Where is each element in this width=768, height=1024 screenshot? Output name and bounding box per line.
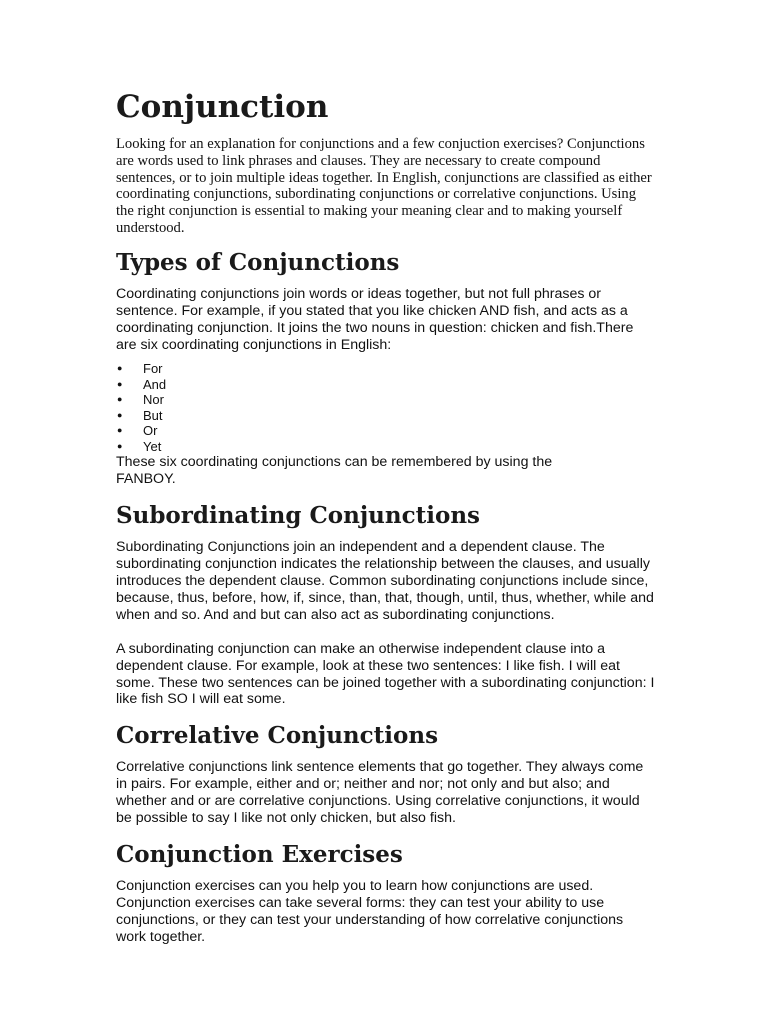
correlative-paragraph: Correlative conjunctions link sentence elements that go together. They always come in pairs. For example, either and or; neither and nor; not only and but also; and whether and or are correlative conjunctions. Using correlative conjunctions, it would be possible to say I like not only chicken, but also fish. bbox=[116, 759, 644, 827]
page-title: Conjunction bbox=[116, 89, 329, 125]
exercises-heading: Conjunction Exercises bbox=[116, 841, 403, 868]
exercises-paragraph: Conjunction exercises can you help you to learn how conjunctions are used. Conjunction exercises can take several forms: they can test your ability to use conjunctions, or they can test your understanding of how correlative conjunctions work together. bbox=[116, 878, 624, 945]
bullet-icon: ● bbox=[117, 409, 123, 420]
bullet-icon: ● bbox=[117, 394, 123, 405]
list-item: ● Nor bbox=[117, 392, 164, 408]
types-paragraph: Coordinating conjunctions join words or ideas together, but not full phrases or sentence. For example, if you stated that you like chicken AND fish, and acts as a coordinating conjunction. It joins the two nouns in question: chicken and fish.There are six coordinating conjunctions in English: bbox=[116, 285, 634, 353]
list-item: ● For bbox=[117, 361, 163, 377]
list-item: ● And bbox=[117, 376, 167, 392]
list-item: ● But bbox=[117, 407, 163, 423]
list-item: ● Yet bbox=[117, 438, 162, 454]
bullet-icon: ● bbox=[117, 425, 123, 436]
bullet-icon: ● bbox=[117, 378, 123, 389]
subordinating-paragraph-1: Subordinating Conjunctions join an independent and a dependent clause. The subordinating conjunction indicates the relationship between the clauses, and usually introduces the dependent clause. Common subordinating conjunctions include since, because, thus, before, how, if, since, than, that, though, until, thus, whether, while and when and so. And and but can also act as subordinating conjunctions. bbox=[116, 539, 654, 623]
subordinating-paragraph-2: A subordinating conjunction can make an otherwise independent clause into a dependent clause. For example, look at these two sentences: I like fish. I will eat some. These two sentences can be joined together with a subordinating conjunction: I like fish SO I will eat some. bbox=[116, 640, 655, 708]
intro-paragraph: Looking for an explanation for conjunctions and a few conjuction exercises? Conjunctions are words used to link phrases and clauses. They are necessary to create compound sentences, or to join multiple ideas together. In English, conjunctions are classified as either coordinating conjunctions, subordinating conjunctions or correlative conjunctions. Using the right conjunction is essential to making your meaning clear and to making yourself understood. bbox=[116, 136, 652, 236]
bullet-icon: ● bbox=[117, 440, 123, 451]
fanboy-paragraph: These six coordinating conjunctions can be remembered by using the FANBOY. bbox=[116, 454, 561, 488]
correlative-heading: Correlative Conjunctions bbox=[116, 722, 439, 750]
subordinating-heading: Subordinating Conjunctions bbox=[116, 502, 481, 530]
types-heading: Types of Conjunctions bbox=[116, 248, 400, 276]
fanboy-list bbox=[116, 361, 656, 454]
document-page bbox=[116, 84, 656, 954]
bullet-icon: ● bbox=[117, 363, 123, 374]
list-item: ● Or bbox=[117, 423, 158, 439]
